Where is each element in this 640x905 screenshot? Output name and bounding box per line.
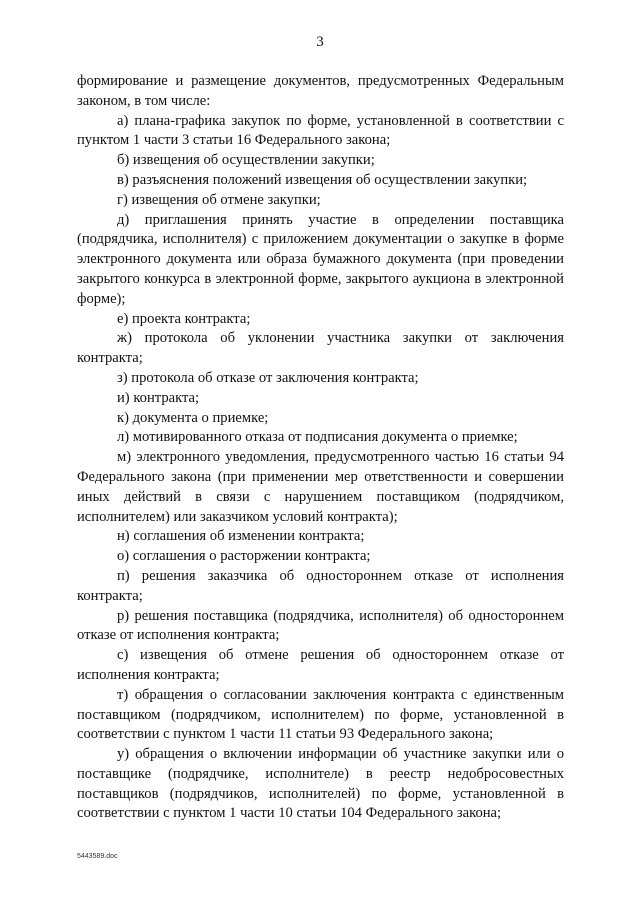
list-item-n: н) соглашения об изменении контракта; <box>117 528 365 545</box>
list-item-p: п) решения заказчика об одностороннем отказе от исполнения контракта; <box>77 567 564 604</box>
list-item-s: с) извещения об отмене решения об одностороннем отказе от исполнения контракта; <box>77 647 564 683</box>
list-item-r: р) решения поставщика (подрядчика, исполнителя) об одностороннем отказе от исполнения контракта; <box>77 607 564 644</box>
document-body <box>77 72 564 824</box>
page-number: 3 <box>316 34 324 50</box>
list-item-d: д) приглашения принять участие в определении поставщика (подрядчика, исполнителя) с приложением документации о закупке в форме электронного документа или образа бумажного документа (при проведении закрытого конкурса в электронной форме, закрытого аукциона в электронной форме); <box>77 211 564 307</box>
list-item-v: в) разъяснения положений извещения об осуществлении закупки; <box>117 171 528 188</box>
list-item-l: л) мотивированного отказа от подписания документа о приемке; <box>117 429 518 446</box>
list-item-m: м) электронного уведомления, предусмотренного частью 16 статьи 94 Федерального закона (при применении мер ответственности и совершении иных действий в связи с нарушением поставщиком (подрядчиком, исполнителем) или заказчиком условий контракта); <box>77 449 564 525</box>
list-item-t: т) обращения о согласовании заключения контракта с единственным поставщиком (подрядчиком, исполнителем) по форме, установленной в соответствии с пунктом 1 части 11 статьи 93 Федерального закона; <box>77 686 564 743</box>
list-item-a: а) плана-графика закупок по форме, установленной в соответствии с пунктом 1 части 3 статьи 16 Федерального закона; <box>77 112 564 149</box>
file-name-footer: 5443589.doc <box>77 853 118 860</box>
list-item-b: б) извещения об осуществлении закупки; <box>117 152 375 169</box>
paragraph-intro: формирование и размещение документов, предусмотренных Федеральным законом, в том числе: <box>77 73 564 109</box>
list-item-o: о) соглашения о расторжении контракта; <box>117 548 371 565</box>
list-item-u: у) обращения о включении информации об участнике закупки или о поставщике (подрядчике, исполнителе) в реестр недобросовестных поставщиков (подрядчиков, исполнителей) по форме, установленной в соответствии с пунктом 1 части 10 статьи 104 Федерального закона; <box>77 746 564 822</box>
list-item-i: и) контракта; <box>117 389 200 406</box>
list-item-z: з) протокола об отказе от заключения контракта; <box>117 369 419 386</box>
list-item-g: г) извещения об отмене закупки; <box>117 191 321 208</box>
list-item-zh: ж) протокола об уклонении участника закупки от заключения контракта; <box>77 330 564 367</box>
list-item-k: к) документа о приемке; <box>117 409 269 426</box>
list-item-e: е) проекта контракта; <box>117 310 251 327</box>
